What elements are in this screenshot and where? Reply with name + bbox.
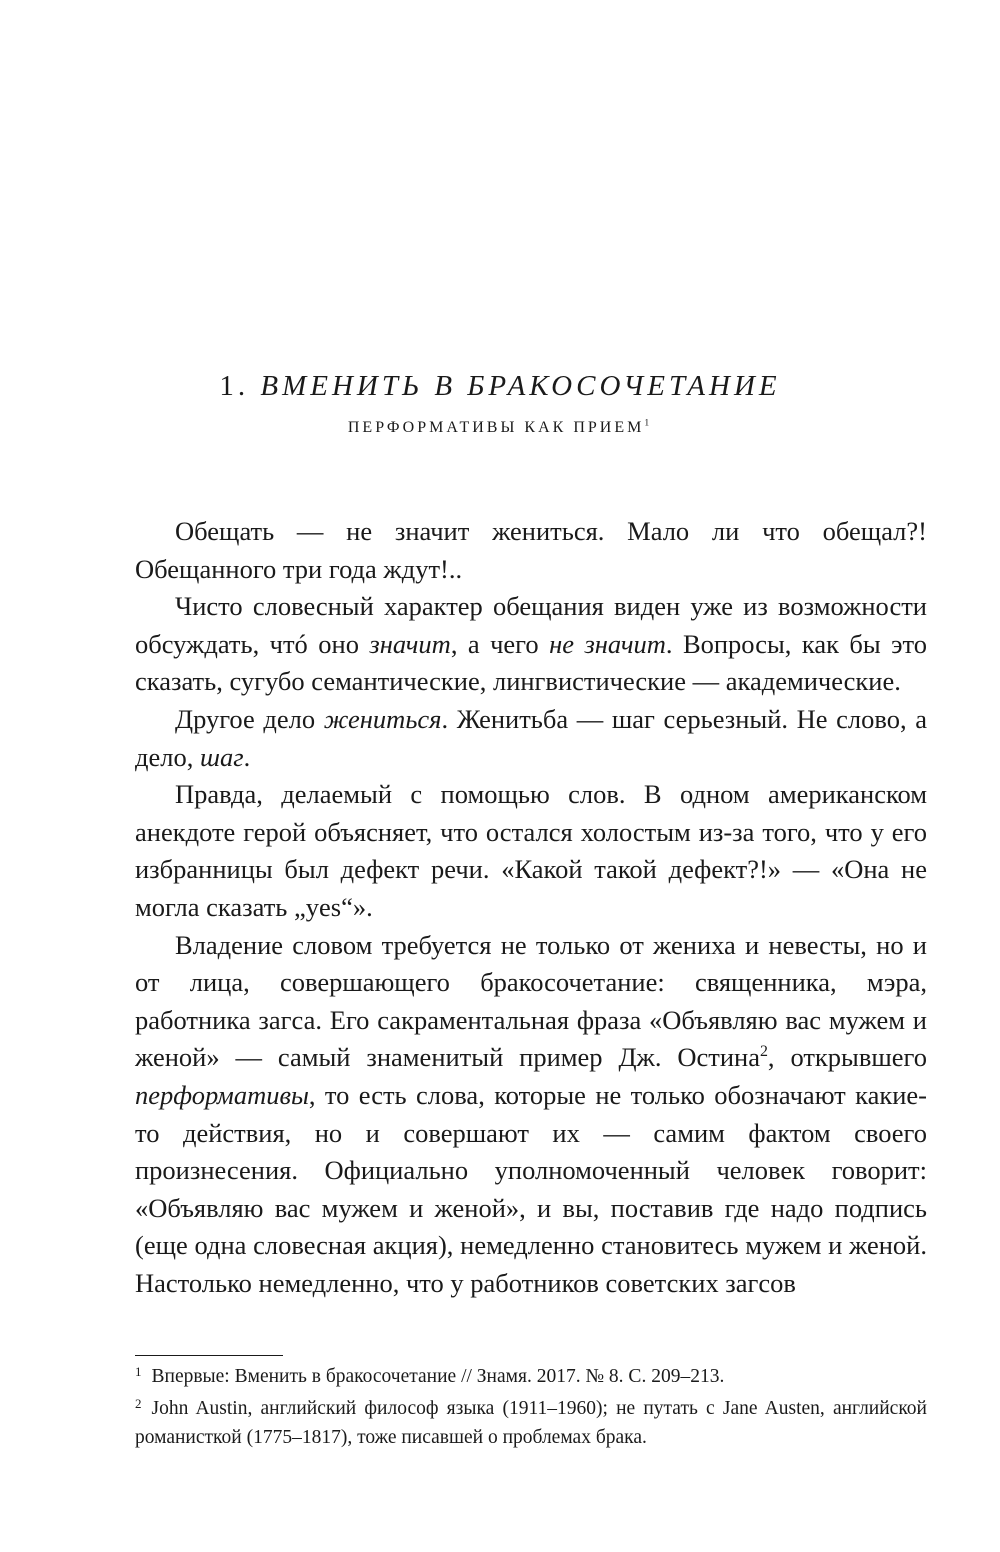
paragraph-5-text-c: , то есть слова, которые не только обозначают какие-то действия, но и совершают их — самим фактом своего произнесения. Официально уполномоченный человек говорит: «Объявляю вас мужем и женой», и вы, поставив где надо подпись (еще одна словесная акция), немедленно становитесь мужем и женой. Настолько немедленно, что у работников советских загсов xyxy=(135,1079,927,1298)
chapter-number: 1. xyxy=(219,370,250,402)
paragraph-2 xyxy=(135,588,927,701)
chapter-title xyxy=(0,366,1000,406)
footnote-ref-2[interactable]: 2 xyxy=(759,1043,768,1061)
paragraph-5 xyxy=(135,927,927,1303)
paragraph-3-italic-1: жениться xyxy=(323,703,442,734)
paragraph-3-italic-2: шаг xyxy=(199,741,244,772)
footnote-1-text: Впервые: Вменить в бракосочетание // Знамя. 2017. № 8. С. 209–213. xyxy=(151,1366,725,1387)
paragraph-5-text-b: , открывшего xyxy=(767,1042,927,1073)
footnote-1-mark: 1 xyxy=(135,1364,142,1379)
paragraph-4: Правда, делаемый с помощью слов. В одном американском анекдоте герой объясняет, что остался холостым из-за того, что у его избранницы был дефект речи. «Какой такой дефект?!» — «Она не могла сказать „yes“». xyxy=(135,779,927,922)
footnote-2-mark: 2 xyxy=(135,1396,142,1411)
paragraph-2-text-b: , а чего xyxy=(450,628,550,659)
paragraph-2-text-a: Чисто словесный характер обещания виден уже из возможности обсуждать, чтó оно xyxy=(135,591,927,659)
footnote-ref-1[interactable]: 1 xyxy=(644,417,653,429)
paragraph-3-text-a: Другое дело xyxy=(175,703,324,734)
chapter-subtitle xyxy=(0,416,1000,440)
chapter-title-text: ВМЕНИТЬ В БРАКОСОЧЕТАНИЕ xyxy=(260,370,781,402)
paragraph-3-text-b: . Женитьба — шаг серьезный. Не слово, а дело, xyxy=(135,703,927,772)
footnote-1 xyxy=(135,1362,927,1391)
paragraph-2-italic-2: не значит xyxy=(549,628,666,659)
paragraph-2-text-c: . Вопросы, как бы это сказать, сугубо семантические, лингвистические — академические. xyxy=(135,628,928,697)
footnote-2-text: John Austin, английский философ языка (1911–1960); не путать с Jane Austen, английской романисткой (1775–1817), тоже писавшей о проблемах брака. xyxy=(135,1398,927,1448)
paragraph-3-text-c: . xyxy=(243,741,251,772)
footnotes xyxy=(135,1362,927,1452)
footnote-divider xyxy=(135,1355,283,1356)
chapter-heading xyxy=(0,366,1000,440)
paragraph-1: Обещать — не значит жениться. Мало ли что обещал?! Обещанного три года ждут!.. xyxy=(135,516,927,584)
paragraph-5-text-a: Владение словом требуется не только от жениха и невесты, но и от лица, совершающего бракосочетание: священника, мэра, работника загса. Его сакраментальная фраза «Объявляю вас мужем и женой» — самый знаменитый пример Дж. Остина xyxy=(135,929,927,1073)
paragraph-5-italic-1: перформативы xyxy=(135,1079,309,1110)
body-text xyxy=(135,513,927,1302)
paragraph-3 xyxy=(135,701,927,776)
footnote-2 xyxy=(135,1394,927,1452)
paragraph-2-italic-1: значит xyxy=(369,628,451,659)
chapter-subtitle-text: ПЕРФОРМАТИВЫ КАК ПРИЕМ xyxy=(347,419,645,436)
